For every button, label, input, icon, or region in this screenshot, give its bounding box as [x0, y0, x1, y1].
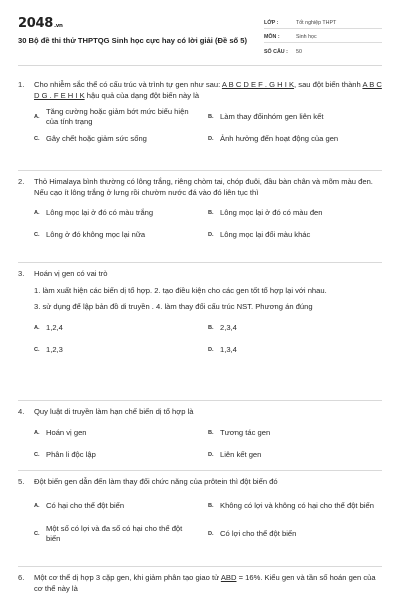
option-letter: B.: [208, 502, 214, 509]
option-text: Không có lợi và không có hại cho thể đột biến: [220, 500, 375, 510]
option-letter: A.: [34, 324, 40, 331]
question-number: 3.: [18, 269, 25, 278]
option-text: Liên kết gen: [220, 449, 262, 459]
option-letter: D.: [208, 346, 214, 353]
statement-1: 1. làm xuất hiện các biến dị tổ hợp. 2. tạo điều kiện cho các gen tốt tổ hợp lại với nhau.: [34, 285, 327, 295]
header-left: [18, 16, 248, 65]
option-c[interactable]: [34, 522, 208, 546]
option-letter: D.: [208, 451, 214, 458]
question-text: [34, 573, 382, 594]
meta-row-grade: [264, 15, 382, 29]
option-letter: C.: [34, 232, 40, 238]
option-text: Làm thay đổinhóm gen liên kết: [220, 111, 324, 121]
option-text: Lông mọc lại đổi màu khác: [220, 230, 311, 240]
option-letter: A.: [34, 113, 40, 120]
option-c[interactable]: [34, 130, 208, 148]
question-divider: [18, 566, 382, 567]
question-text: [34, 80, 382, 101]
question-number: 4.: [18, 407, 25, 416]
question-text: Hoán vị gen có vai trò: [34, 269, 108, 278]
option-b[interactable]: [208, 424, 382, 442]
option-b[interactable]: [208, 319, 382, 337]
option-letter: B.: [208, 324, 214, 331]
option-letter: B.: [208, 429, 214, 436]
option-letter: C.: [34, 451, 40, 458]
question-text: Quy luật di truyền làm hạn chế biến dị tổ hợp là: [34, 407, 194, 416]
question-2: [18, 177, 382, 244]
option-text: Hoán vị gen: [46, 427, 87, 437]
option-letter: A.: [34, 502, 40, 509]
question-text: Thỏ Himalaya bình thường có lông trắng, riêng chòm tai, chóp đuôi, đầu bàn chân và mõm màu đen. Nếu cạo ít lông trắng ở lưng rồi chườm nước đá vào đó liên tục thì: [34, 177, 373, 197]
option-d[interactable]: [208, 130, 382, 148]
option-a[interactable]: [34, 107, 208, 126]
question-number: 1.: [18, 80, 25, 89]
option-letter: C.: [34, 530, 40, 537]
question-1: [18, 80, 382, 148]
option-letter: B.: [208, 113, 214, 120]
option-text: Có lợi cho thể đột biến: [220, 528, 297, 538]
meta-value: 50: [296, 49, 302, 55]
question-text: Đột biến gen dẫn đến làm thay đổi chức năng của prôtein thì đột biến đó: [34, 477, 278, 486]
question-text-part: , sau đột biến thành: [294, 80, 363, 89]
options: [34, 107, 382, 148]
option-text: Tăng cường hoặc giảm bớt mức biểu hiện của tính trạng: [46, 107, 189, 126]
option-a[interactable]: [34, 424, 208, 442]
option-d[interactable]: [208, 226, 382, 244]
meta-table: [264, 15, 382, 65]
option-text: Lông mọc lại ở đó có màu trắng: [46, 208, 154, 218]
meta-label: MÔN :: [264, 34, 280, 40]
logo-text: 2048: [18, 16, 53, 31]
option-c[interactable]: [34, 341, 208, 359]
question-3: [18, 269, 382, 359]
option-letter: C.: [34, 136, 40, 142]
question-5: [18, 477, 382, 546]
option-d[interactable]: [208, 341, 382, 359]
question-divider: [18, 470, 382, 471]
document-title: 30 Bộ đề thi thử THPTQG Sinh học cực hay có lời giải (Đề số 5): [18, 36, 248, 45]
option-text: 1,2,4: [46, 322, 63, 332]
option-letter: A.: [34, 429, 40, 436]
option-a[interactable]: [34, 204, 208, 222]
option-c[interactable]: [34, 226, 208, 244]
option-b[interactable]: [208, 494, 382, 518]
question-number: 5.: [18, 477, 25, 486]
question-number: 2.: [18, 177, 25, 186]
question-number: 6.: [18, 573, 25, 582]
option-text: 2,3,4: [220, 322, 237, 332]
option-text: Ảnh hưởng đến hoạt động của gen: [220, 134, 339, 144]
option-text: 1,2,3: [46, 344, 63, 354]
meta-row-count: [264, 43, 382, 57]
option-text: Lông ở đó không mọc lại nữa: [46, 230, 146, 240]
question-text-part: Một cơ thể dị hợp 3 cặp gen, khi giảm phân tạo giao tử: [34, 573, 221, 582]
question-text-part: Cho nhiễm sắc thể có cấu trúc và trình tự gen như sau:: [34, 80, 222, 89]
option-b[interactable]: [208, 107, 382, 126]
question-6: [18, 573, 382, 594]
option-d[interactable]: [208, 446, 382, 464]
option-a[interactable]: [34, 494, 208, 518]
option-text: Lông mọc lại ở đó có màu đen: [220, 208, 323, 218]
question-divider: [18, 262, 382, 263]
option-text: Tương tác gen: [220, 427, 271, 437]
option-letter: D.: [208, 136, 214, 142]
option-letter: C.: [34, 346, 40, 353]
option-text: 1,3,4: [220, 344, 237, 354]
options: [34, 494, 382, 546]
option-text: Có hại cho thể đột biến: [46, 500, 125, 510]
gene-sequence-after: A B C D G . F E H I K: [34, 80, 382, 100]
gamete-genotype: ABD: [220, 573, 237, 582]
option-text: Phân li độc lập: [46, 449, 96, 459]
options: [34, 319, 382, 359]
statement-2: 3. sử dụng để lập bản đồ di truyền . 4. làm thay đổi cấu trúc NST. Phương án đúng: [34, 302, 313, 311]
option-text: Gây chết hoặc giảm sức sống: [46, 134, 147, 144]
option-d[interactable]: [208, 522, 382, 546]
option-letter: A.: [34, 210, 40, 216]
gene-sequence-before: A B C D E F . G H I K: [221, 80, 295, 89]
question-divider: [18, 170, 382, 171]
document-header: [18, 0, 382, 66]
option-letter: D.: [208, 530, 214, 537]
options: [34, 424, 382, 464]
meta-value: Sinh học: [296, 34, 317, 40]
question-text-part: hậu quả của dạng đột biến này là: [84, 90, 200, 100]
meta-row-subject: [264, 29, 382, 43]
meta-label: LỚP :: [264, 20, 279, 26]
option-letter: B.: [208, 210, 214, 216]
option-b[interactable]: [208, 204, 382, 222]
meta-label: SỐ CÂU :: [264, 49, 288, 55]
question-text-part: = 16%. Kiểu gen và tần số hoán gen của cơ thể này là: [34, 573, 376, 593]
site-logo[interactable]: [18, 16, 248, 31]
options: [34, 204, 382, 244]
option-c[interactable]: [34, 446, 208, 464]
logo-suffix: .vn: [53, 23, 63, 29]
question-4: [18, 407, 382, 464]
meta-value: Tốt nghiệp THPT: [296, 20, 337, 26]
option-text: Một số có lợi và đa số có hại cho thể đột biến: [46, 524, 183, 543]
question-divider: [18, 400, 382, 401]
option-letter: D.: [208, 232, 214, 238]
option-a[interactable]: [34, 319, 208, 337]
